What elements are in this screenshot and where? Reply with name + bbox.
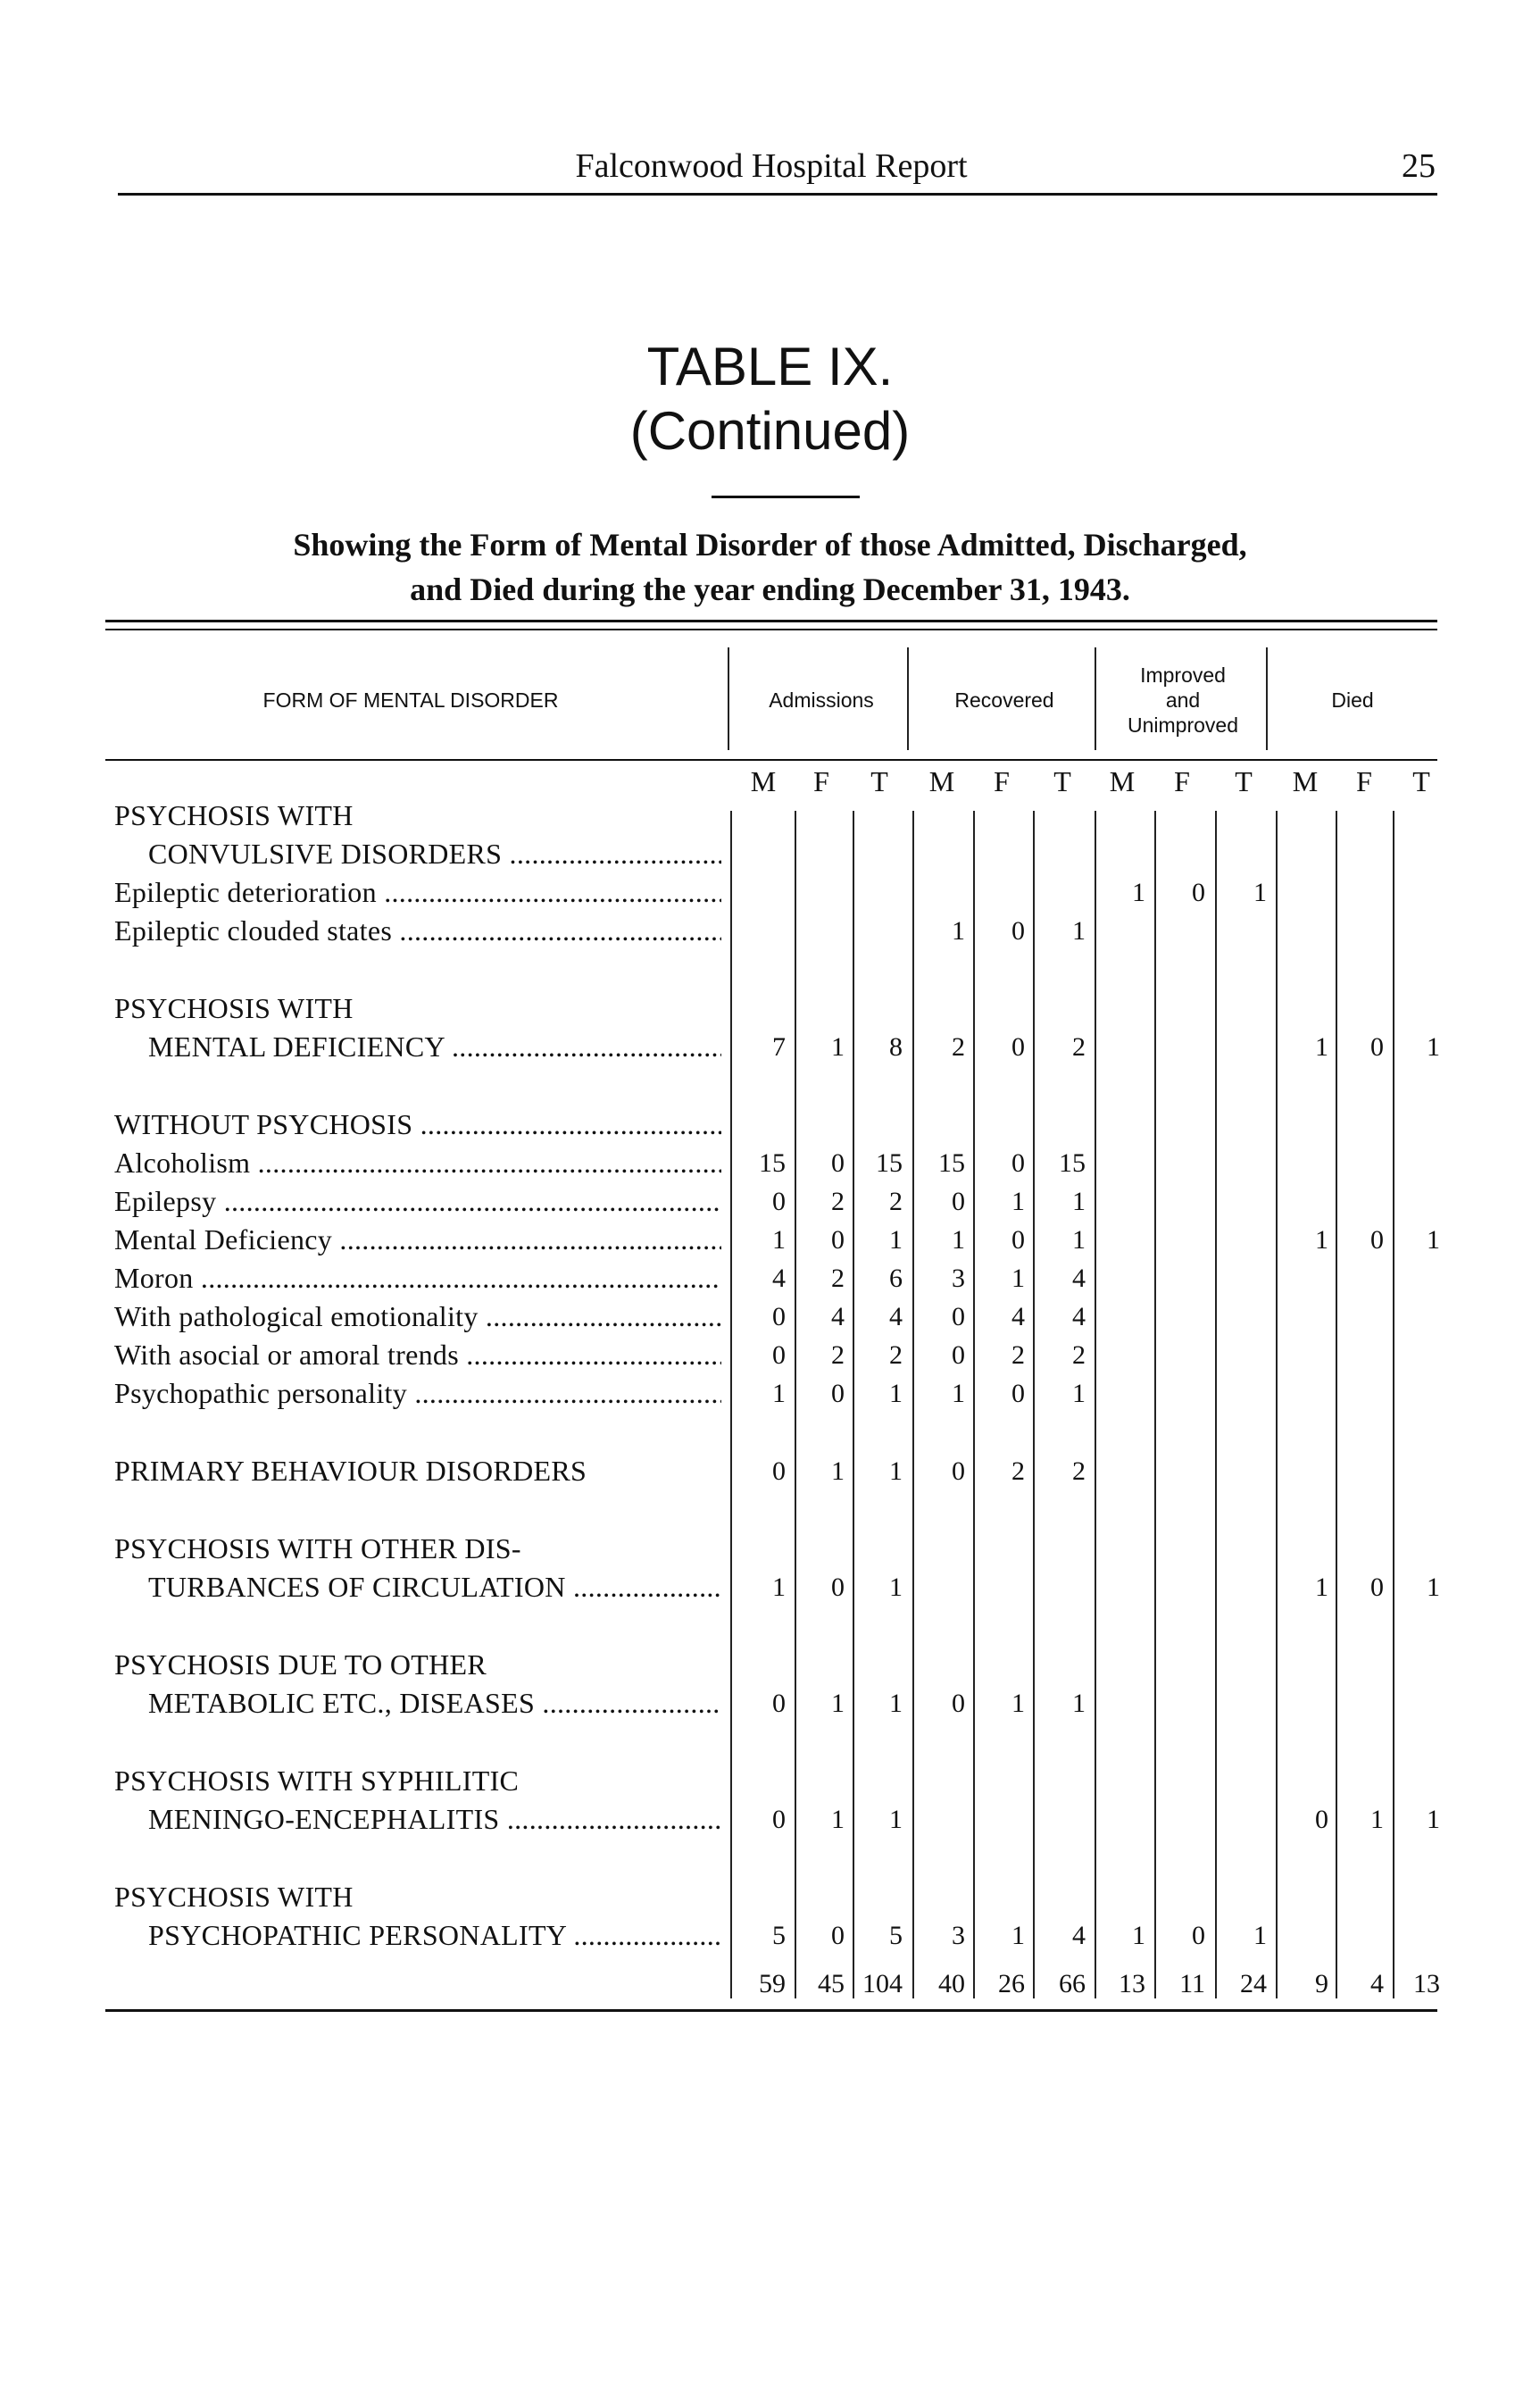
row-label: PSYCHOSIS WITH (114, 1881, 354, 1913)
table-cell: 1 (772, 1225, 786, 1255)
total-cell: 45 (818, 1969, 845, 1998)
table-cell: 1 (1427, 1225, 1440, 1255)
table-cell: 1 (1427, 1032, 1440, 1062)
header-improved-and-unimproved (1098, 663, 1268, 738)
table-cell: 7 (772, 1032, 786, 1062)
row-label: Alcoholism ..... (114, 1144, 721, 1182)
subheader-f: F (1174, 765, 1190, 797)
table-cell: 0 (1370, 1225, 1384, 1255)
table-cell: 0 (952, 1689, 965, 1718)
table-cell: 1 (1132, 1921, 1145, 1950)
column-rule (1276, 811, 1278, 1998)
row-label: Epileptic clouded states ..... (114, 912, 721, 950)
table-cell: 0 (772, 1187, 786, 1216)
table-cell: 4 (772, 1264, 786, 1293)
column-rule (795, 811, 796, 1998)
table-cell: 2 (1072, 1032, 1086, 1062)
subheader-t: T (1053, 765, 1071, 797)
table-cell: 1 (772, 1379, 786, 1408)
table-cell: 1 (1011, 1921, 1025, 1950)
row-label: PSYCHOSIS WITH SYPHILITIC (114, 1764, 520, 1797)
table-cell: 0 (772, 1340, 786, 1370)
table-cell: 1 (1072, 1225, 1086, 1255)
table-cell: 1 (1253, 878, 1267, 907)
total-cell: 9 (1315, 1969, 1328, 1998)
table-cell: 2 (1072, 1456, 1086, 1486)
table-cell: 1 (1011, 1187, 1025, 1216)
table-cell: 8 (889, 1032, 903, 1062)
table-cell: 1 (1315, 1573, 1328, 1602)
table-cell: 6 (889, 1264, 903, 1293)
table-cell: 1 (1315, 1225, 1328, 1255)
total-cell: 11 (1179, 1969, 1205, 1998)
header-form-of-mental-disorder: FORM OF MENTAL DISORDER (262, 688, 559, 712)
table-title-line1: TABLE IX. (646, 337, 894, 396)
table-cell: 0 (1192, 1921, 1205, 1950)
table-cell: 1 (1072, 1379, 1086, 1408)
table-cell: 1 (889, 1456, 903, 1486)
table-cell: 0 (1011, 1379, 1025, 1408)
header-admissions: Admissions (769, 688, 874, 712)
row-label: Moron ..... (114, 1259, 721, 1297)
table-cell: 4 (1011, 1302, 1025, 1331)
table-cell: 3 (952, 1264, 965, 1293)
row-label: MENINGO-ENCEPHALITIS ..... (114, 1800, 721, 1839)
table-cell: 1 (889, 1689, 903, 1718)
table-cell: 1 (1370, 1805, 1384, 1834)
total-cell: 24 (1240, 1969, 1267, 1998)
table-cell: 2 (889, 1340, 903, 1370)
running-head (105, 143, 1437, 196)
table-cell: 1 (1315, 1032, 1328, 1062)
row-label: WITHOUT PSYCHOSIS ..... (114, 1105, 721, 1144)
table-cell: 0 (1011, 1032, 1025, 1062)
table-cell: 0 (1011, 1148, 1025, 1178)
row-label: PRIMARY BEHAVIOUR DISORDERS (114, 1455, 587, 1487)
header-divider (1266, 647, 1268, 750)
subheader-f: F (1356, 765, 1372, 797)
row-label: CONVULSIVE DISORDERS ..... (114, 835, 721, 873)
table-cell: 0 (952, 1302, 965, 1331)
table-title (0, 335, 1540, 463)
table-cell: 5 (772, 1921, 786, 1950)
row-label: PSYCHOSIS WITH (114, 799, 354, 831)
column-rule (1095, 811, 1096, 1998)
header-bottom-rule (105, 759, 1437, 761)
table-cell: 1 (831, 1689, 845, 1718)
table-cell: 4 (1072, 1302, 1086, 1331)
table-cell: 15 (1059, 1148, 1086, 1178)
subheader-m: M (1292, 765, 1319, 797)
table-cell: 1 (952, 916, 965, 946)
row-label: Mental Deficiency ..... (114, 1221, 721, 1259)
table-cell: 0 (772, 1805, 786, 1834)
table-cell: 0 (831, 1573, 845, 1602)
table-cell: 2 (831, 1187, 845, 1216)
column-rule (1154, 811, 1156, 1998)
table-cell: 1 (1427, 1573, 1440, 1602)
row-label: MENTAL DEFICIENCY ..... (114, 1028, 721, 1066)
table-cell: 0 (1011, 916, 1025, 946)
table-cell: 1 (889, 1379, 903, 1408)
table-cell: 4 (1072, 1264, 1086, 1293)
table-cell: 2 (1072, 1340, 1086, 1370)
table-cell: 0 (831, 1379, 845, 1408)
running-head-rule (118, 193, 1437, 196)
table-cell: 1 (831, 1456, 845, 1486)
table-cell: 0 (772, 1456, 786, 1486)
row-label: With asocial or amoral trends ..... (114, 1336, 721, 1374)
row-label: With pathological emotionality ..... (114, 1297, 721, 1336)
header-divider (907, 647, 909, 750)
subheader-f: F (994, 765, 1010, 797)
table-cell: 2 (952, 1032, 965, 1062)
table-cell: 15 (938, 1148, 965, 1178)
total-cell: 26 (998, 1969, 1025, 1998)
table-cell: 4 (831, 1302, 845, 1331)
table-cell: 1 (1132, 878, 1145, 907)
header-recovered: Recovered (954, 688, 1054, 712)
page-number: 25 (1402, 147, 1436, 185)
subheader-m: M (928, 765, 955, 797)
column-rule (1033, 811, 1035, 1998)
header-improved-line1: Improved (1140, 663, 1226, 687)
table-cell: 1 (1011, 1689, 1025, 1718)
total-cell: 40 (938, 1969, 965, 1998)
total-cell: 66 (1059, 1969, 1086, 1998)
column-rule (1215, 811, 1217, 1998)
table-cell: 0 (952, 1456, 965, 1486)
table-cell: 15 (759, 1148, 786, 1178)
table-cell: 1 (1427, 1805, 1440, 1834)
title-rule (712, 496, 860, 498)
table-cell: 1 (1253, 1921, 1267, 1950)
total-cell: 13 (1119, 1969, 1145, 1998)
table-cell: 2 (1011, 1340, 1025, 1370)
table-cell: 1 (772, 1573, 786, 1602)
table-cell: 1 (952, 1225, 965, 1255)
table-cell: 2 (831, 1264, 845, 1293)
table-cell: 2 (1011, 1456, 1025, 1486)
table-title-line2: (Continued) (629, 401, 911, 461)
row-label: METABOLIC ETC., DISEASES ..... (114, 1684, 721, 1723)
table-cell: 0 (1011, 1225, 1025, 1255)
subheader-t: T (870, 765, 888, 797)
table-cell: 0 (772, 1302, 786, 1331)
row-label: Psychopathic personality ..... (114, 1374, 721, 1413)
subtitle-line1: Showing the Form of Mental Disorder of those Admitted, Discharged, (293, 527, 1247, 563)
table-cell: 0 (831, 1921, 845, 1950)
table-cell: 0 (952, 1340, 965, 1370)
row-label: Epileptic deterioration ..... (114, 873, 721, 912)
total-cell: 104 (862, 1969, 903, 1998)
table-cell: 2 (889, 1187, 903, 1216)
subheader-t: T (1235, 765, 1253, 797)
table-top-double-rule (105, 620, 1437, 630)
table-cell: 1 (831, 1032, 845, 1062)
total-cell: 4 (1370, 1969, 1384, 1998)
table-cell: 2 (831, 1340, 845, 1370)
header-divider (1095, 647, 1096, 750)
table-cell: 0 (831, 1148, 845, 1178)
running-title: Falconwood Hospital Report (575, 147, 968, 185)
column-rule (730, 811, 732, 1998)
header-improved-line2: and (1165, 688, 1201, 712)
table-cell: 1 (889, 1225, 903, 1255)
table-cell: 15 (876, 1148, 903, 1178)
subtitle-line2: and Died during the year ending December 31, 1943. (410, 571, 1130, 607)
subheader-f: F (813, 765, 829, 797)
subheader-m: M (750, 765, 777, 797)
column-rule (1393, 811, 1394, 1998)
total-cell: 59 (759, 1969, 786, 1998)
table-cell: 0 (772, 1689, 786, 1718)
table-cell: 0 (831, 1225, 845, 1255)
table-cell: 1 (952, 1379, 965, 1408)
table-cell: 4 (1072, 1921, 1086, 1950)
table-cell: 0 (1370, 1032, 1384, 1062)
table-cell: 1 (889, 1805, 903, 1834)
subheader-t: T (1412, 765, 1430, 797)
total-cell: 13 (1413, 1969, 1440, 1998)
row-label: PSYCHOSIS DUE TO OTHER (114, 1648, 487, 1681)
table-cell: 1 (1011, 1264, 1025, 1293)
column-rule (912, 811, 914, 1998)
header-died: Died (1331, 688, 1374, 712)
table-subtitle (89, 522, 1451, 612)
row-label: TURBANCES OF CIRCULATION ..... (114, 1568, 721, 1606)
table-cell: 0 (952, 1187, 965, 1216)
column-rule (1336, 811, 1337, 1998)
table-cell: 1 (1072, 916, 1086, 946)
table-bottom-rule (105, 2009, 1437, 2012)
table-cell: 1 (889, 1573, 903, 1602)
table-cell: 1 (1072, 1187, 1086, 1216)
table-cell: 3 (952, 1921, 965, 1950)
row-label: PSYCHOSIS WITH (114, 992, 354, 1024)
row-label: PSYCHOSIS WITH OTHER DIS- (114, 1532, 521, 1564)
row-label: Epilepsy ..... (114, 1182, 721, 1221)
column-rule (853, 811, 854, 1998)
table-cell: 1 (831, 1805, 845, 1834)
table-cell: 0 (1192, 878, 1205, 907)
row-label: PSYCHOPATHIC PERSONALITY ..... (114, 1916, 721, 1955)
table-cell: 0 (1315, 1805, 1328, 1834)
table-cell: 4 (889, 1302, 903, 1331)
table-cell: 5 (889, 1921, 903, 1950)
header-divider (728, 647, 729, 750)
table-cell: 0 (1370, 1573, 1384, 1602)
subheader-m: M (1109, 765, 1136, 797)
column-rule (973, 811, 975, 1998)
table-cell: 1 (1072, 1689, 1086, 1718)
header-improved-line3: Unimproved (1128, 713, 1238, 737)
